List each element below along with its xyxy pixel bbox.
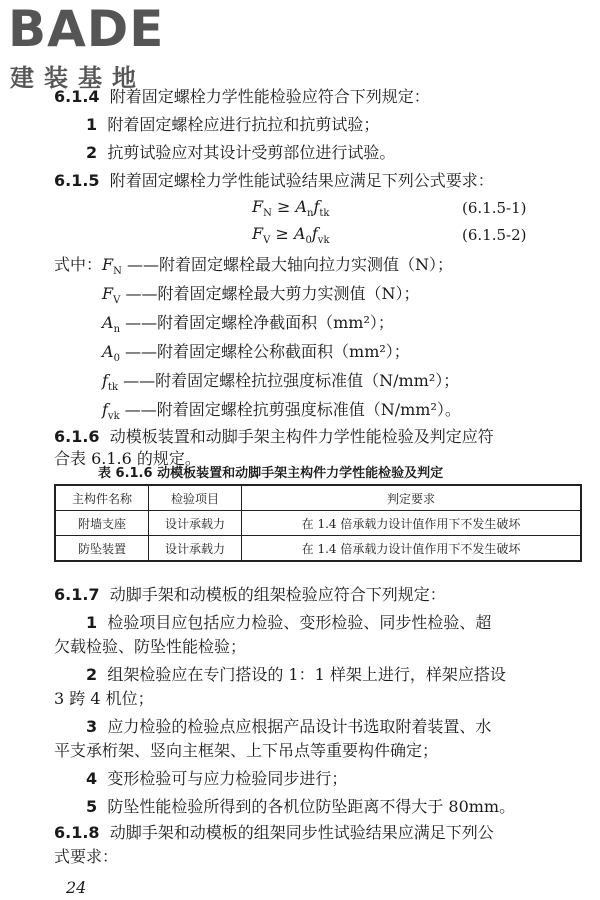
eq-relation: ≥ (276, 197, 291, 216)
equation-1-number: (6.1.5-1) (462, 199, 527, 217)
table-cell: 在 1.4 倍承载力设计值作用下不发生破坏 (242, 511, 582, 536)
eq-relation: ≥ (275, 224, 289, 243)
def-symbol: A (102, 313, 114, 332)
def-subscript: n (113, 324, 121, 336)
clause-6-1-5 (54, 170, 494, 192)
definition-fv (102, 283, 419, 312)
s617-item-1 (86, 612, 491, 634)
eq-rhs2: f (311, 224, 318, 243)
clause-text: 动脚手架和动模板的组架同步性试验结果应满足下列公 (109, 823, 494, 842)
eq-rhs2: f (313, 197, 320, 216)
definition-fn (102, 254, 453, 283)
s617-item-1-cont: 欠载检验、防坠性能检验； (54, 637, 247, 656)
eq-lhs: F (252, 224, 264, 243)
item-number: 1 (86, 613, 98, 632)
definition-fvk (102, 399, 461, 428)
clause-number: 6.1.7 (54, 585, 100, 604)
clause-number: 6.1.8 (54, 823, 100, 842)
clause-text: 附着固定螺栓力学性能试验结果应满足下列公式要求： (109, 171, 494, 190)
clause-text: 附着固定螺栓力学性能检验应符合下列规定： (109, 87, 430, 106)
clause-number: 6.1.6 (54, 427, 100, 446)
def-subscript: N (113, 266, 122, 278)
s617-item-4 (86, 768, 347, 790)
eq-lhs-sub: N (263, 208, 272, 220)
s617-item-3-cont: 平支承桁架、竖向主框架、上下吊点等重要构件确定； (54, 741, 439, 760)
eq-rhs2-sub: vk (317, 235, 330, 247)
item-1 (86, 114, 379, 136)
table-header: 主构件名称 (55, 485, 149, 511)
def-symbol: A (102, 342, 114, 361)
def-text: ——附着固定螺栓最大轴向拉力实测值（N）； (126, 255, 453, 274)
item-number: 5 (86, 797, 98, 816)
item-number: 2 (86, 143, 98, 162)
item-number: 1 (86, 115, 98, 134)
eq-rhs-sub: n (307, 208, 314, 220)
eq-rhs: A (295, 197, 308, 216)
equation-2 (252, 224, 330, 246)
table-header: 判定要求 (242, 485, 582, 511)
def-symbol: f (102, 371, 108, 390)
item-text: 抗剪试验应对其设计受剪部位进行试验。 (107, 143, 396, 162)
def-subscript: V (113, 295, 121, 307)
table-header-row (55, 485, 581, 511)
table-caption: 表 6.1.6 动模板装置和动脚手架主构件力学性能检验及判定 (98, 466, 444, 481)
def-subscript: vk (107, 411, 120, 423)
clause-6-1-8-cont: 式要求： (54, 847, 119, 866)
table-cell: 设计承载力 (149, 511, 242, 536)
def-text: ——附着固定螺栓最大剪力实测值（N）； (125, 284, 420, 303)
clause-number: 6.1.4 (54, 87, 100, 106)
s617-item-5 (86, 796, 515, 818)
definition-ftk (102, 370, 459, 399)
page-number: 24 (66, 878, 87, 897)
table-header: 检验项目 (149, 485, 242, 511)
logo-subtitle: 建装基地 (10, 64, 146, 92)
table-row (55, 536, 581, 562)
clause-number: 6.1.5 (54, 171, 100, 190)
eq-lhs-sub: V (263, 235, 271, 247)
where-label: 式中： (54, 255, 103, 274)
item-text: 附着固定螺栓应进行抗拉和抗剪试验； (107, 115, 380, 134)
logo-brand: BADE (8, 0, 165, 58)
bade-logo (8, 0, 183, 92)
equation-2-number: (6.1.5-2) (462, 226, 527, 244)
table-cell: 设计承载力 (149, 536, 242, 562)
eq-rhs-sub: 0 (305, 235, 312, 247)
definition-a0 (102, 341, 410, 370)
clause-6-1-7 (54, 584, 446, 606)
item-2 (86, 142, 395, 164)
clause-6-1-6-cont: 合表 6.1.6 的规定。 (54, 449, 201, 468)
clause-text: 动模板装置和动脚手架主构件力学性能检验及判定应符 (109, 427, 494, 446)
def-text: ——附着固定螺栓抗拉强度标准值（N/mm²）； (123, 371, 460, 390)
item-text: 变形检验可与应力检验同步进行； (107, 769, 348, 788)
clause-6-1-4 (54, 86, 430, 108)
def-text: ——附着固定螺栓抗剪强度标准值（N/mm²）。 (124, 400, 461, 419)
eq-rhs: A (293, 224, 306, 243)
def-subscript: 0 (113, 353, 120, 365)
table-cell: 在 1.4 倍承载力设计值作用下不发生破坏 (242, 536, 582, 562)
item-number: 2 (86, 665, 98, 684)
eq-lhs: F (252, 197, 264, 216)
item-text: 组架检验应在专门搭设的 1：1 样架上进行，样架应搭设 (107, 665, 506, 684)
equation-1 (252, 197, 329, 219)
item-text: 应力检验的检验点应根据产品设计书选取附着装置、水 (107, 717, 492, 736)
item-number: 3 (86, 717, 98, 736)
eq-rhs2-sub: tk (319, 208, 330, 220)
item-number: 4 (86, 769, 98, 788)
def-subscript: tk (107, 382, 118, 394)
clause-text: 动脚手架和动模板的组架检验应符合下列规定： (109, 585, 446, 604)
def-text: ——附着固定螺栓净截面积（mm²）； (125, 313, 394, 332)
table-cell: 附墙支座 (55, 511, 149, 536)
s617-item-2-cont: 3 跨 4 机位； (54, 689, 154, 708)
table-cell: 防坠装置 (55, 536, 149, 562)
definition-an (102, 312, 394, 341)
table-6-1-6 (54, 484, 582, 562)
item-text: 检验项目应包括应力检验、变形检验、同步性检验、超 (107, 613, 492, 632)
item-text: 防坠性能检验所得到的各机位防坠距离不得大于 80mm。 (107, 797, 516, 816)
def-symbol: f (102, 400, 108, 419)
clause-6-1-8 (54, 822, 494, 844)
def-text: ——附着固定螺栓公称截面积（mm²）； (125, 342, 410, 361)
def-symbol: F (102, 255, 114, 274)
clause-6-1-6 (54, 426, 494, 448)
s617-item-2 (86, 664, 506, 686)
table-row (55, 511, 581, 536)
def-symbol: F (102, 284, 114, 303)
s617-item-3 (86, 716, 491, 738)
